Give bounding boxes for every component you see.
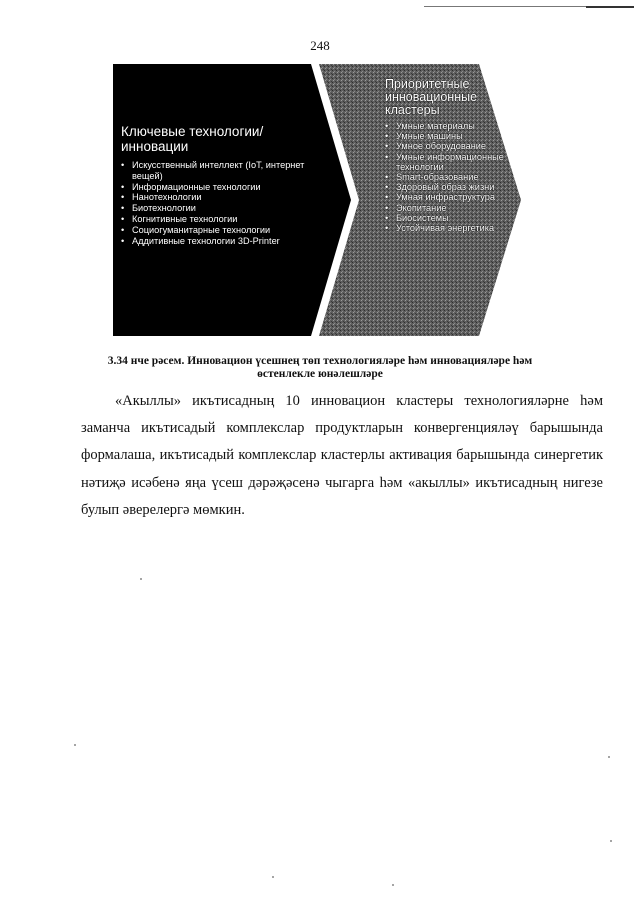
- key-technologies-block: [121, 124, 321, 246]
- technology-cluster-figure: [113, 64, 521, 336]
- scan-speck: [610, 840, 612, 842]
- list-item: • Аддитивные технологии 3D-Printer: [121, 236, 321, 247]
- list-item: • Нанотехнологии: [121, 192, 321, 203]
- priority-clusters-block: [385, 78, 515, 233]
- list-item: • Экопитание: [385, 203, 515, 213]
- list-item: • Биосистемы: [385, 213, 515, 223]
- list-item: • Умное оборудование: [385, 141, 515, 151]
- figure-caption: 3.34 нче рәсем. Инновацион үсешнең төп технологияләре һәм инновацияләре һәм өстенлекле юнәлешләре: [107, 355, 533, 380]
- body-paragraph: [81, 388, 603, 524]
- page-number: 248: [310, 38, 330, 53]
- scan-speck: [140, 578, 142, 580]
- list-item: • Когнитивные технологии: [121, 214, 321, 225]
- scan-speck: [608, 756, 610, 758]
- scan-speck: [392, 884, 394, 886]
- list-item: • Smart-образование: [385, 172, 515, 182]
- list-item: • Умная инфраструктура: [385, 192, 515, 202]
- list-item: • Умные информационные технологии: [385, 152, 515, 172]
- list-item: • Умные машины: [385, 131, 515, 141]
- body-text: «Акыллы» икътисадның 10 инновацион кластеры технологияләрне һәм заманча икътисадый комплекслар продуктларын конвергенцияләү барышында формалаша, икътисадый комплекслар кластерлы активация барышында синергетик нәтиҗә исәбенә яңа үсеш дәрәҗәсенә чыгарга һәм «акыллы» икътисадның нигезе булып әверелергә мөмкин.: [81, 393, 603, 518]
- scan-speck: [74, 744, 76, 746]
- list-item: • Социогуманитарные технологии: [121, 225, 321, 236]
- key-technologies-title: Ключевые технологии/инновации: [121, 124, 264, 154]
- list-item: • Здоровый образ жизни: [385, 182, 515, 192]
- scan-speck: [272, 876, 274, 878]
- priority-clusters-list: [385, 121, 515, 233]
- list-item: • Устойчивая энергетика: [385, 223, 515, 233]
- list-item: • Биотехнологии: [121, 203, 321, 214]
- top-rule-accent: [586, 6, 634, 8]
- list-item: • Искусственный интеллект (IoT, интернет вещей): [121, 160, 321, 182]
- list-item: • Умные материалы: [385, 121, 515, 131]
- priority-clusters-title: Приоритетные инновационные кластеры: [385, 77, 478, 117]
- list-item: • Информационные технологии: [121, 182, 321, 193]
- key-technologies-list: [121, 160, 321, 246]
